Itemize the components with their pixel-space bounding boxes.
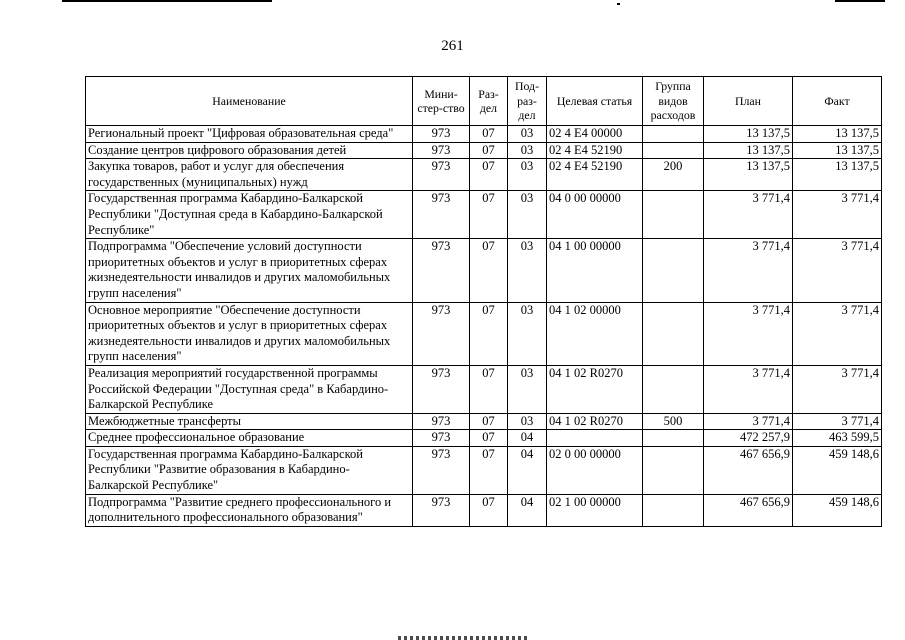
table-row — [86, 126, 882, 143]
row-fact: 459 148,6 — [793, 494, 882, 526]
header-name: Наименование — [86, 77, 413, 126]
row-plan: 13 137,5 — [704, 142, 793, 159]
row-group — [643, 239, 704, 302]
table-header-row — [86, 77, 882, 126]
row-plan: 3 771,4 — [704, 239, 793, 302]
row-plan: 3 771,4 — [704, 302, 793, 365]
row-target: 04 1 02 R0270 — [547, 365, 643, 413]
table-row — [86, 446, 882, 494]
row-section: 07 — [470, 446, 508, 494]
row-target: 02 0 00 00000 — [547, 446, 643, 494]
row-subsection: 03 — [508, 159, 547, 191]
row-name: Основное мероприятие "Обеспечение доступности приоритетных объектов и услуг в приоритетных сферах жизнедеятельности инвалидов и других маломобильных групп населения" — [86, 302, 413, 365]
row-plan: 3 771,4 — [704, 413, 793, 430]
row-name: Закупка товаров, работ и услуг для обеспечения государственных (муниципальных) нужд — [86, 159, 413, 191]
row-name: Государственная программа Кабардино-Балкарской Республики "Доступная среда в Кабардино-Балкарской Республике" — [86, 191, 413, 239]
row-target: 04 0 00 00000 — [547, 191, 643, 239]
row-fact: 13 137,5 — [793, 126, 882, 143]
row-subsection: 03 — [508, 142, 547, 159]
top-rule-left — [62, 0, 272, 2]
row-section: 07 — [470, 142, 508, 159]
row-fact: 13 137,5 — [793, 159, 882, 191]
table-row — [86, 239, 882, 302]
row-name: Межбюджетные трансферты — [86, 413, 413, 430]
row-section: 07 — [470, 413, 508, 430]
header-section: Раз-дел — [470, 77, 508, 126]
table-row — [86, 413, 882, 430]
row-group: 500 — [643, 413, 704, 430]
row-plan: 467 656,9 — [704, 494, 793, 526]
row-group — [643, 446, 704, 494]
top-mark — [617, 3, 620, 5]
row-ministry: 973 — [413, 191, 470, 239]
row-target: 04 1 02 00000 — [547, 302, 643, 365]
header-target: Целевая статья — [547, 77, 643, 126]
bottom-scan-marks — [398, 636, 528, 640]
row-subsection: 03 — [508, 126, 547, 143]
row-plan: 3 771,4 — [704, 365, 793, 413]
row-target: 02 4 E4 00000 — [547, 126, 643, 143]
row-plan: 467 656,9 — [704, 446, 793, 494]
row-section: 07 — [470, 239, 508, 302]
row-fact: 13 137,5 — [793, 142, 882, 159]
row-fact: 3 771,4 — [793, 365, 882, 413]
row-ministry: 973 — [413, 413, 470, 430]
page-number: 261 — [441, 38, 464, 54]
row-ministry: 973 — [413, 302, 470, 365]
row-name: Реализация мероприятий государственной программы Российской Федерации "Доступная среда" в Кабардино-Балкарской Республике — [86, 365, 413, 413]
row-target: 02 4 E4 52190 — [547, 159, 643, 191]
row-target: 02 1 00 00000 — [547, 494, 643, 526]
row-section: 07 — [470, 365, 508, 413]
row-fact: 3 771,4 — [793, 191, 882, 239]
row-section: 07 — [470, 126, 508, 143]
row-group — [643, 430, 704, 447]
row-fact: 3 771,4 — [793, 413, 882, 430]
header-expense-group: Группа видов расходов — [643, 77, 704, 126]
row-section: 07 — [470, 159, 508, 191]
header-fact: Факт — [793, 77, 882, 126]
row-plan: 472 257,9 — [704, 430, 793, 447]
row-subsection: 03 — [508, 191, 547, 239]
row-group — [643, 142, 704, 159]
row-section: 07 — [470, 302, 508, 365]
row-group — [643, 191, 704, 239]
row-fact: 463 599,5 — [793, 430, 882, 447]
table-row — [86, 365, 882, 413]
table-row — [86, 159, 882, 191]
row-name: Подпрограмма "Обеспечение условий доступности приоритетных объектов и услуг в приоритетных сферах жизнедеятельности инвалидов и других маломобильных групп населения" — [86, 239, 413, 302]
row-subsection: 03 — [508, 413, 547, 430]
row-subsection: 04 — [508, 430, 547, 447]
row-name: Создание центров цифрового образования детей — [86, 142, 413, 159]
row-section: 07 — [470, 494, 508, 526]
row-ministry: 973 — [413, 126, 470, 143]
row-target: 02 4 E4 52190 — [547, 142, 643, 159]
row-plan: 13 137,5 — [704, 126, 793, 143]
header-plan: План — [704, 77, 793, 126]
row-target — [547, 430, 643, 447]
row-subsection: 03 — [508, 302, 547, 365]
table-row — [86, 494, 882, 526]
row-ministry: 973 — [413, 142, 470, 159]
row-fact: 3 771,4 — [793, 239, 882, 302]
row-fact: 3 771,4 — [793, 302, 882, 365]
row-name: Региональный проект "Цифровая образовательная среда" — [86, 126, 413, 143]
table-row — [86, 142, 882, 159]
row-ministry: 973 — [413, 430, 470, 447]
row-subsection: 04 — [508, 446, 547, 494]
row-section: 07 — [470, 191, 508, 239]
row-ministry: 973 — [413, 365, 470, 413]
row-section: 07 — [470, 430, 508, 447]
row-name: Подпрограмма "Развитие среднего профессионального и дополнительного профессионального образования" — [86, 494, 413, 526]
row-fact: 459 148,6 — [793, 446, 882, 494]
row-subsection: 03 — [508, 365, 547, 413]
row-ministry: 973 — [413, 494, 470, 526]
header-ministry: Мини-стер-ство — [413, 77, 470, 126]
table-row — [86, 302, 882, 365]
top-rule-right — [835, 0, 885, 2]
row-target: 04 1 00 00000 — [547, 239, 643, 302]
row-name: Среднее профессиональное образование — [86, 430, 413, 447]
row-group: 200 — [643, 159, 704, 191]
row-group — [643, 494, 704, 526]
row-target: 04 1 02 R0270 — [547, 413, 643, 430]
table-row — [86, 191, 882, 239]
row-ministry: 973 — [413, 446, 470, 494]
row-group — [643, 126, 704, 143]
row-plan: 13 137,5 — [704, 159, 793, 191]
row-subsection: 04 — [508, 494, 547, 526]
row-name: Государственная программа Кабардино-Балкарской Республики "Развитие образования в Кабардино-Балкарской Республике" — [86, 446, 413, 494]
row-subsection: 03 — [508, 239, 547, 302]
row-plan: 3 771,4 — [704, 191, 793, 239]
row-ministry: 973 — [413, 239, 470, 302]
row-ministry: 973 — [413, 159, 470, 191]
row-group — [643, 302, 704, 365]
budget-table — [85, 76, 882, 527]
table-row — [86, 430, 882, 447]
header-subsection: Под-раз-дел — [508, 77, 547, 126]
row-group — [643, 365, 704, 413]
